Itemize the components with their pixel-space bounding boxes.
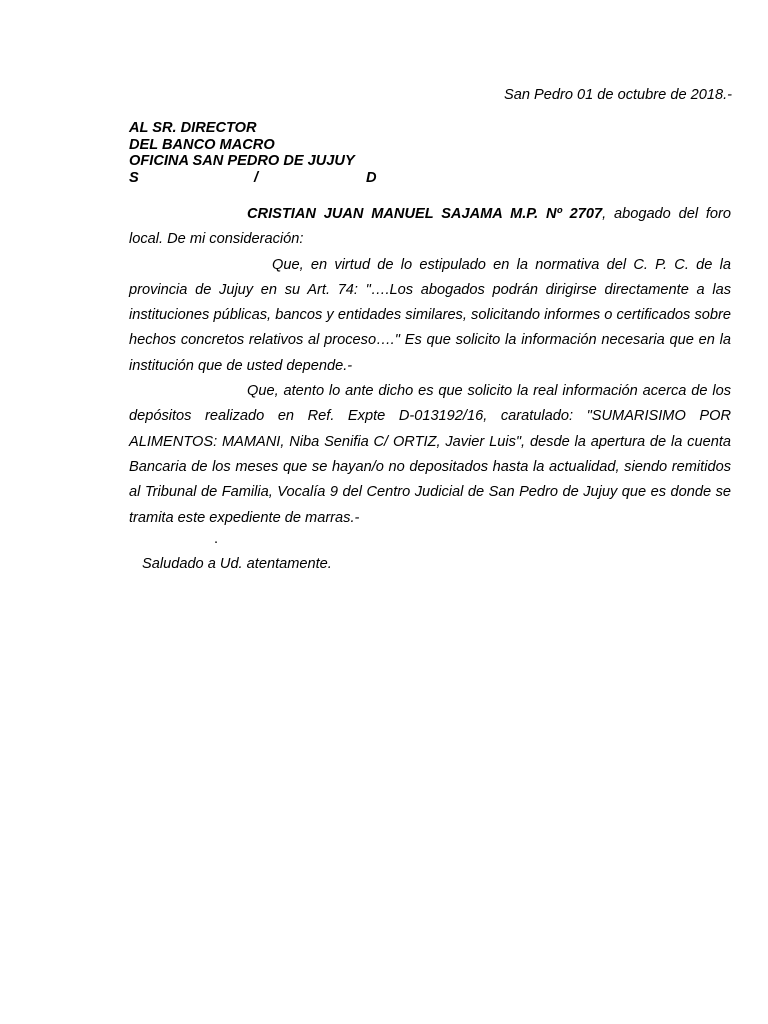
lawyer-name: CRISTIAN JUAN MANUEL SAJAMA M.P. Nº 2707 (247, 206, 603, 222)
addressee-sd-s: S (129, 169, 139, 186)
intro-paragraph (129, 202, 731, 253)
addressee-sd-d: D (366, 169, 377, 186)
intro-rest: , abogado del foro local. De mi consideración: (129, 206, 732, 248)
addressee-line-1: AL SR. DIRECTOR (129, 120, 257, 136)
paragraph-2: Que, atento lo ante dicho es que solicito la real información acerca de los depósitos realizado en Ref. Expte D-013192/16, caratulado: "SUMARISIMO POR ALIMENTOS: MAMANI, Niba Senifia C/ ORTIZ, Javier Luis", desde la apertura de la cuenta Bancaria de los meses que se hayan/o no depositados hasta la actualidad, siendo remitidos al Tribunal de Familia, Vocalía 9 del Centro Judicial de San Pedro de Jujuy que es donde se tramita este expediente de marras.- (129, 383, 731, 526)
separator-dot: . (214, 531, 219, 547)
letter-date: San Pedro 01 de octubre de 2018.- (504, 87, 732, 103)
letter-body (129, 202, 731, 531)
closing-line: Saludado a Ud. atentamente. (142, 556, 332, 572)
addressee-block (129, 120, 377, 187)
addressee-sd-line (129, 170, 377, 187)
paragraph-1: Que, en virtud de lo estipulado en la normativa del C. P. C. de la provincia de Jujuy en su Art. 74: "….Los abogados podrán dirigirse directamente a las instituciones públicas, bancos y entidades similares, solicitando informes o certificados sobre hechos concretos relativos al proceso…." Es que solicito la información necesaria que en la institución que de usted depende.- (129, 256, 731, 374)
addressee-sd-slash: / (254, 169, 259, 186)
addressee-line-3: OFICINA SAN PEDRO DE JUJUY (129, 153, 355, 169)
addressee-line-2: DEL BANCO MACRO (129, 136, 275, 153)
